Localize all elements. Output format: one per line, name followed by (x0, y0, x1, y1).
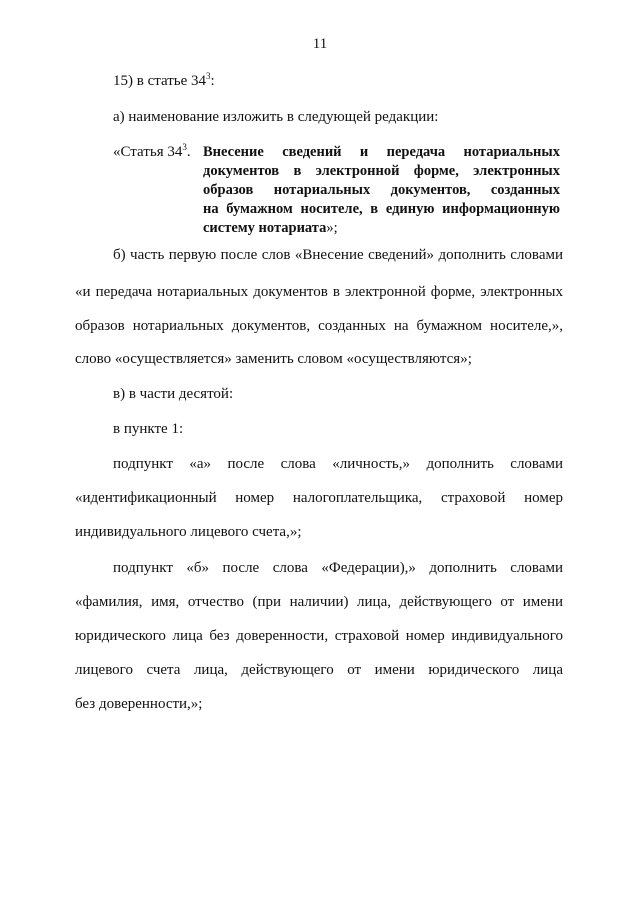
article-title-line: системy нотариата (203, 220, 327, 236)
sub-a-line: подпункт «а» после слова «личность,» дополнить словами (113, 456, 563, 472)
article-title-line-last (203, 219, 560, 238)
point-1: в пункте 1: (113, 421, 184, 437)
item-b-line: б) часть первую после слов «Внесение сведений» дополнить словами (113, 247, 563, 263)
article-label-prefix: «Статья 34 (113, 144, 183, 160)
sub-a-line: индивидуального лицевого счета,»; (75, 524, 302, 540)
article-title-closing: »; (326, 220, 338, 236)
article-label (113, 144, 191, 161)
article-title (203, 143, 560, 238)
sub-b-line: «фамилия, имя, отчество (при наличии) лица, действующего от имени (75, 594, 563, 610)
article-label-suffix: . (186, 144, 191, 160)
item-15 (113, 73, 215, 90)
article-title-line: Внесение сведений и передача нотариальных (203, 144, 560, 160)
article-title-line: образов нотариальных документов, созданных (203, 182, 560, 198)
sub-a-line: «идентификационный номер налогоплательщика, страховой номер (75, 490, 563, 506)
item-v: в) в части десятой: (113, 386, 234, 402)
item-a: а) наименование изложить в следующей редакции: (113, 109, 439, 125)
item-b-line: «и передача нотариальных документов в электронной форме, электронных (75, 284, 563, 300)
item-15-text: 15) в статье 34 (113, 73, 207, 89)
sub-b-line: без доверенности,»; (75, 696, 203, 712)
sub-b-line: подпункт «б» после слова «Федерации),» дополнить словами (113, 560, 563, 576)
item-15-superscript: 3 (206, 71, 211, 81)
article-title-line: документов в электронной форме, электронных (203, 163, 560, 179)
article-label-superscript: 3 (182, 142, 187, 152)
article-title-line: на бумажном носителе, в единую информационную (203, 201, 560, 217)
sub-b-line: лицевого счета лица, действующего от имени юридического лица (75, 662, 563, 678)
item-b-line: слово «осуществляется» заменить словом «осуществляются»; (75, 351, 472, 367)
page-number: 11 (312, 36, 328, 52)
sub-b-line: юридического лица без доверенности, страховой номер индивидуального (75, 628, 563, 644)
item-b-line: образов нотариальных документов, созданных на бумажном носителе,», (75, 318, 563, 334)
item-15-colon: : (210, 73, 215, 89)
